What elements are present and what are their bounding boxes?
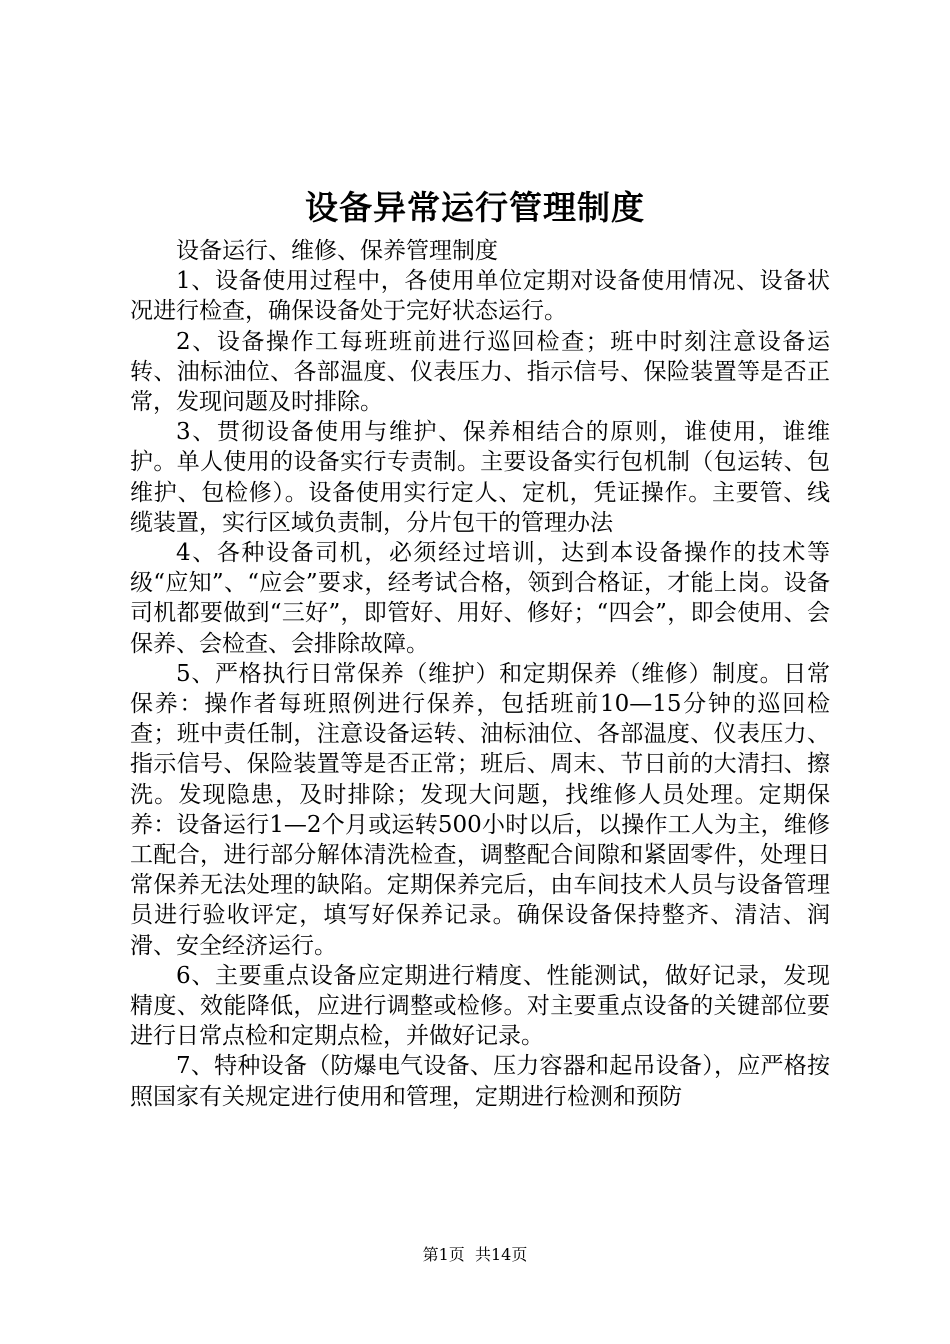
page-number: 第1页 <box>422 1245 465 1264</box>
paragraph-heading: 设备运行、维修、保养管理制度 <box>176 238 498 264</box>
paragraph-3: 3、贯彻设备使用与维护、保养相结合的原则，谁使用，谁维护。单人使用的设备实行专责制。主要设备实行包机制（包运转、包维护、包检修）。设备使用实行定人、定机，凭证操作。主要管、线缆装置，实行区域负责制，分片包干的管理办法 <box>130 419 830 536</box>
paragraph-6: 6、主要重点设备应定期进行精度、性能测试，做好记录，发现精度、效能降低，应进行调整或检修。对主要重点设备的关键部位要进行日常点检和定期点检，并做好记录。 <box>130 962 830 1050</box>
page-total: 共14页 <box>474 1245 528 1264</box>
page-title: 设备异常运行管理制度 <box>305 188 645 227</box>
page-footer <box>0 1244 950 1266</box>
paragraph-2: 2、设备操作工每班班前进行巡回检查；班中时刻注意设备运转、油标油位、各部温度、仪表压力、指示信号、保险装置等是否正常，发现问题及时排除。 <box>130 328 830 416</box>
paragraph-1: 1、设备使用过程中，各使用单位定期对设备使用情况、设备状况进行检查，确保设备处于完好状态运行。 <box>130 268 830 325</box>
paragraph-4: 4、各种设备司机，必须经过培训，达到本设备操作的技术等级“应知”、“应会”要求，经考试合格，领到合格证，才能上岗。设备司机都要做到“三好”，即管好、用好、修好；“四会”，即会使用、会保养、会检查、会排除故障。 <box>130 540 830 657</box>
paragraph-5: 5、严格执行日常保养（维护）和定期保养（维修）制度。日常保养：操作者每班照例进行保养，包括班前10—15分钟的巡回检查；班中责任制，注意设备运转、油标油位、各部温度、仪表压力、指示信号、保险装置等是否正常；班后、周末、节日前的大清扫、擦洗。发现隐患，及时排除；发现大问题，找维修人员处理。定期保养：设备运行1—2个月或运转500小时以后，以操作工人为主，维修工配合，进行部分解体清洗检查，调整配合间隙和紧固零件，处理日常保养无法处理的缺陷。定期保养完后，由车间技术人员与设备管理员进行验收评定，填写好保养记录。确保设备保持整齐、清洁、润滑、安全经济运行。 <box>130 660 830 959</box>
paragraph-7: 7、特种设备（防爆电气设备、压力容器和起吊设备），应严格按照国家有关规定进行使用和管理，定期进行检测和预防 <box>130 1053 830 1110</box>
document-body <box>130 236 830 1112</box>
